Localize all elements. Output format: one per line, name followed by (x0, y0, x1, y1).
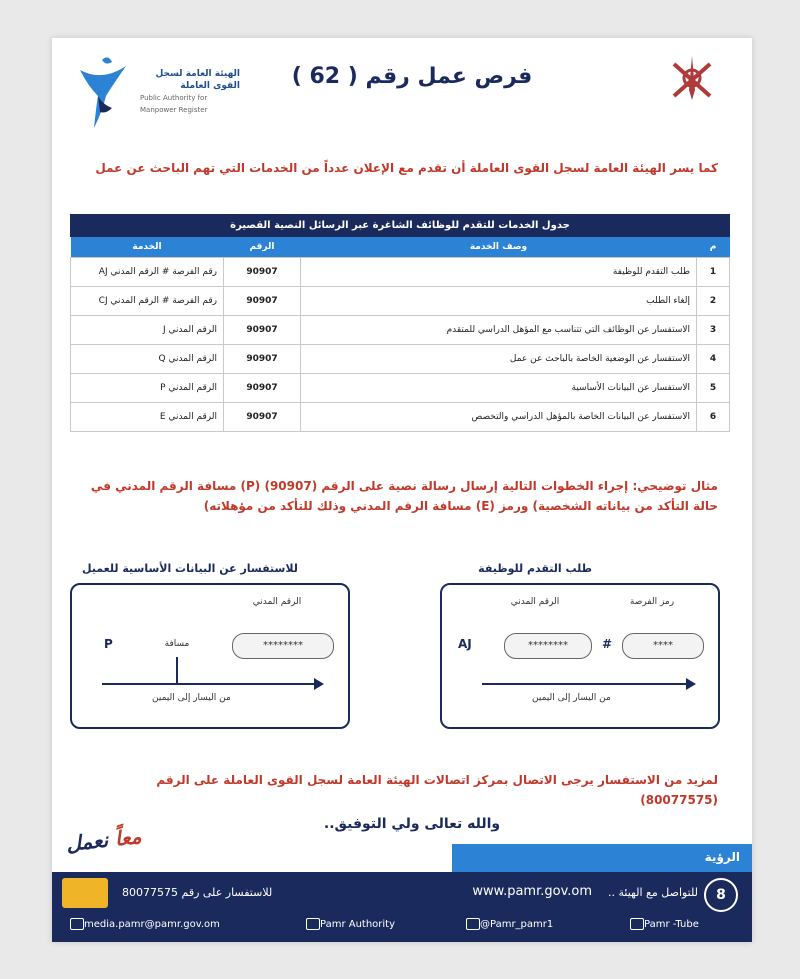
direction-text: من اليسار إلى اليمين (152, 693, 231, 703)
pamr-logo-text (140, 68, 240, 116)
p-prefix: P (104, 637, 113, 651)
pamr-logo (72, 52, 242, 142)
intro-text: كما يسر الهيئة العامة لسجل القوى العاملة أن تقدم مع الإعلان عدداً من الخدمات التي تهم الباحث عن عمل (95, 161, 718, 175)
row-number: 90907 (224, 403, 301, 432)
col-desc: وصف الخدمة (301, 237, 697, 258)
partner-logo (62, 878, 108, 908)
row-n: 2 (697, 287, 730, 316)
khanjar-emblem-icon (662, 50, 722, 110)
email-link[interactable] (66, 918, 220, 930)
services-table (70, 214, 730, 432)
example-text: مثال توضيحي: إجراء الخطوات التالية إرسال رسالة نصية على الرقم (90907) (P) مسافة الرقم المدني في حالة التأكد من بياناته الشخصية) ورمز (E) مسافة الرقم المدني وذلك للتأكد من مؤهلاته) (90, 479, 718, 513)
cap-civil-number: الرقم المدني (510, 597, 560, 607)
pamr-logo-text-ar: الهيئة العامة لسجل القوى العاملة (155, 69, 240, 91)
contact-text: لمزيد من الاستفسار يرجى الاتصال بمركز اتصالات الهيئة العامة لسجل القوى العاملة على الرقم (80077575) (156, 773, 718, 807)
space-label: مسافة (164, 639, 190, 649)
facebook-link[interactable] (302, 918, 395, 930)
table-row (71, 316, 730, 345)
row-code: الرقم المدني Q (71, 345, 224, 374)
inquiry-text: للاستفسار على رقم 80077575 (122, 886, 273, 899)
slogan-part-b: نعمل (64, 827, 110, 856)
footer (52, 872, 752, 942)
footer-band (452, 844, 752, 872)
oman-emblem (652, 50, 732, 140)
row-number: 90907 (224, 287, 301, 316)
row-desc: الاستفسار عن البيانات الخاصة بالمؤهل الدراسي والتخصص (301, 403, 697, 432)
row-code: الرقم المدني J (71, 316, 224, 345)
pill-opportunity-code: **** (622, 633, 704, 659)
row-code: رقم الفرصة # الرقم المدني AJ (71, 258, 224, 287)
website-link[interactable]: www.pamr.gov.om (472, 884, 592, 899)
email-text: media.pamr@pamr.gov.om (84, 919, 220, 930)
col-service: الخدمة (71, 237, 224, 258)
ministry-text (652, 114, 732, 134)
row-n: 1 (697, 258, 730, 287)
space-marker (176, 657, 178, 683)
cap-opportunity-code: رمز الفرصة (629, 597, 675, 607)
hash-symbol: # (601, 637, 612, 651)
table-header-row (71, 237, 730, 258)
youtube-icon (630, 918, 644, 930)
diagram-inquiry-label: للاستفسار عن البيانات الأساسية للعميل (82, 562, 298, 575)
right-arrow-icon (102, 683, 322, 685)
mail-icon (70, 918, 84, 930)
row-code: رقم الفرصة # الرقم المدني CJ (71, 287, 224, 316)
band-text: الرؤية (704, 850, 740, 864)
header (52, 38, 752, 148)
direction-text: من اليسار إلى اليمين (532, 693, 611, 703)
row-number: 90907 (224, 345, 301, 374)
cap-civil-number: الرقم المدني (252, 597, 302, 607)
page-title: فرص عمل رقم ( 62 ) (291, 64, 533, 89)
row-desc: إلغاء الطلب (301, 287, 697, 316)
row-number: 90907 (224, 258, 301, 287)
table-row (71, 403, 730, 432)
aj-prefix: AJ (458, 637, 472, 651)
row-code: الرقم المدني P (71, 374, 224, 403)
right-arrow-icon (482, 683, 694, 685)
table-caption: جدول الخدمات للتقدم للوظائف الشاغرة عبر الرسائل النصية القصيرة (70, 214, 730, 237)
row-n: 4 (697, 345, 730, 374)
twitter-icon (466, 918, 480, 930)
table-row (71, 287, 730, 316)
row-desc: الاستفسار عن البيانات الأساسية (301, 374, 697, 403)
bulletin-page (52, 38, 752, 942)
youtube-text: Pamr -Tube (644, 919, 699, 930)
twitter-text: @Pamr_pamr1 (480, 919, 554, 930)
pill-civil-number: ******** (504, 633, 592, 659)
table-row (71, 374, 730, 403)
page-number-badge: 8 (704, 878, 738, 912)
youtube-link[interactable] (626, 918, 699, 930)
closing-text: والله تعالى ولي التوفيق.. (323, 816, 501, 832)
twitter-link[interactable] (462, 918, 553, 930)
facebook-text: Pamr Authority (320, 919, 396, 930)
diagram-apply (440, 583, 720, 729)
col-number: الرقم (224, 237, 301, 258)
slogan-logo (65, 824, 142, 856)
table-row (71, 258, 730, 287)
website-label: للتواصل مع الهيئة .. (608, 886, 698, 899)
diagram-inquiry (70, 583, 350, 729)
row-desc: الاستفسار عن الوضعية الخاصة بالباحث عن عمل (301, 345, 697, 374)
facebook-icon (306, 918, 320, 930)
row-desc: طلب التقدم للوظيفة (301, 258, 697, 287)
pamr-logo-text-en: Public Authority for Manpower Register (140, 94, 208, 114)
slogan-part-a: معاً (113, 824, 143, 851)
row-number: 90907 (224, 374, 301, 403)
pamr-figure-icon (72, 52, 136, 132)
col-n: م (697, 237, 730, 258)
row-number: 90907 (224, 316, 301, 345)
diagram-apply-label: طلب التقدم للوظيفة (478, 562, 592, 575)
row-desc: الاستفسار عن الوظائف التي تتناسب مع المؤهل الدراسي للمتقدم (301, 316, 697, 345)
table-row (71, 345, 730, 374)
row-n: 6 (697, 403, 730, 432)
row-n: 5 (697, 374, 730, 403)
pill-civil-number: ******** (232, 633, 334, 659)
row-n: 3 (697, 316, 730, 345)
row-code: الرقم المدني E (71, 403, 224, 432)
